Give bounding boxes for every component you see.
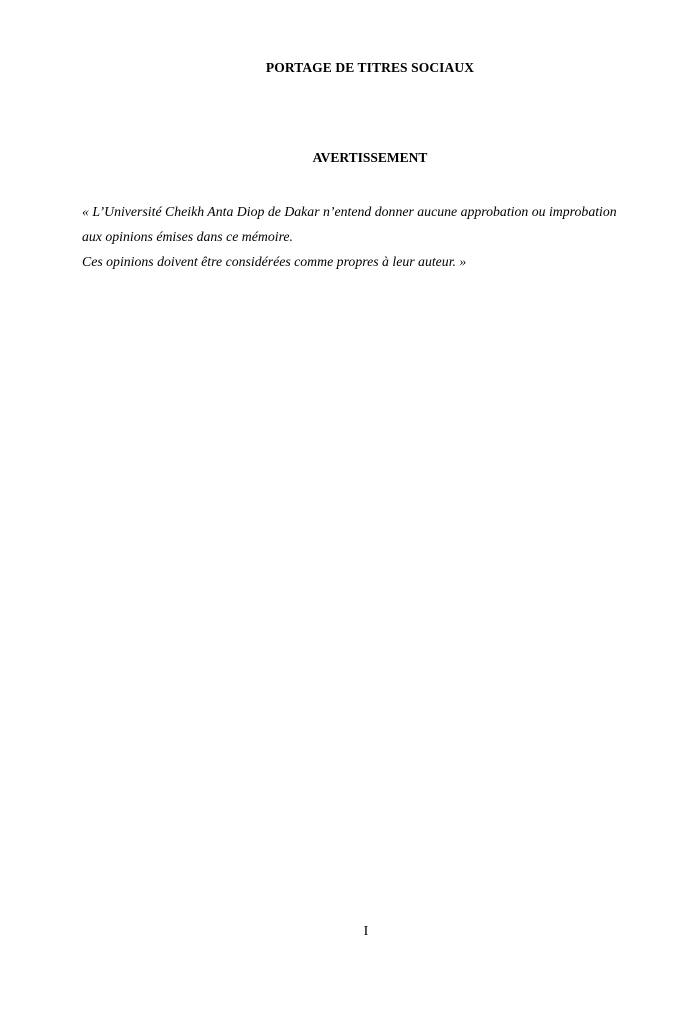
- disclaimer-line: « L’Université Cheikh Anta Diop de Dakar n’entend donner aucune approbation ou improbation: [82, 204, 617, 219]
- page-number: I: [363, 924, 369, 939]
- disclaimer-line: Ces opinions doivent être considérées comme propres à leur auteur. »: [82, 254, 467, 269]
- running-header-title: PORTAGE DE TITRES SOCIAUX: [265, 60, 475, 75]
- section-title: AVERTISSEMENT: [312, 150, 428, 165]
- disclaimer-line: aux opinions émises dans ce mémoire.: [82, 229, 294, 244]
- disclaimer-paragraph: [82, 199, 652, 274]
